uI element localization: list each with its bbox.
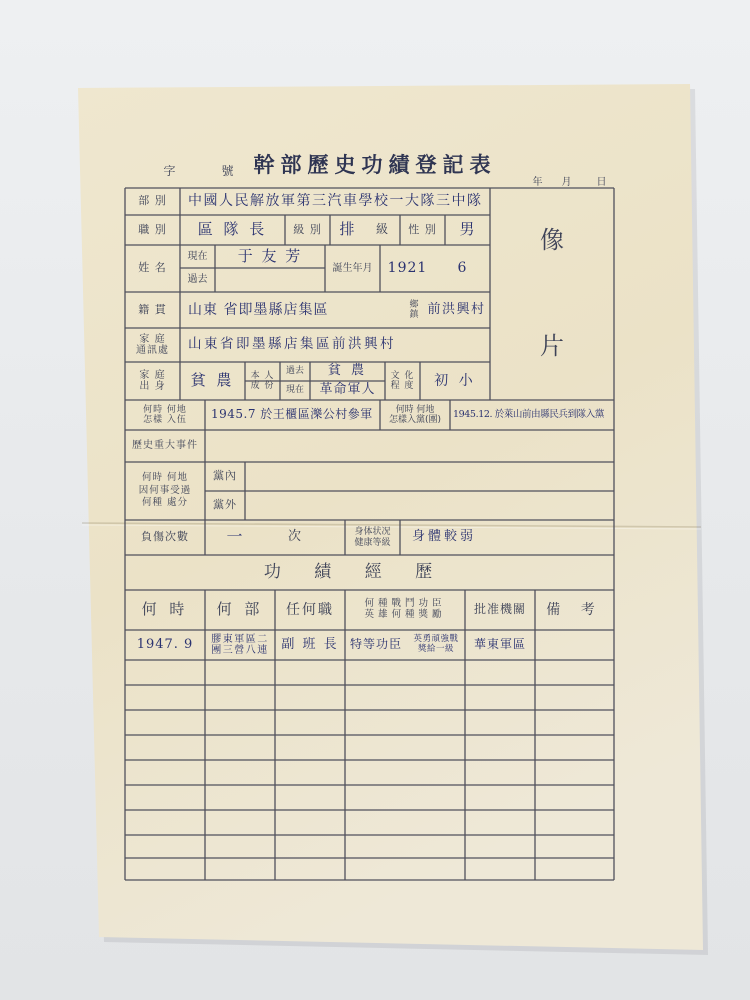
merit-row-merit: 特等功臣 — [349, 637, 402, 652]
health-value: 身體較弱 — [412, 529, 477, 545]
village-value: 前洪興村 — [427, 301, 486, 317]
status-current-value: 革命軍人 — [319, 382, 376, 398]
status-label — [245, 362, 280, 400]
origin-label — [125, 362, 180, 400]
merit-row-approver: 華東軍區 — [473, 637, 526, 652]
status-past-value: 貧 農 — [327, 363, 368, 379]
origin-label-line-2: 出 身 — [139, 381, 166, 392]
sex-label: 性 別 — [408, 222, 437, 236]
township-label-line-1: 鄉 — [409, 299, 419, 310]
name-current-value: 于 友 芳 — [237, 246, 303, 265]
health-label-line-1: 身体状况 — [354, 527, 391, 538]
birth-label: 誕生年月 — [332, 262, 373, 274]
education-value: 初 小 — [434, 372, 476, 389]
enlistment-label — [125, 400, 205, 430]
native-place-label: 籍 貫 — [138, 302, 167, 316]
birth-year-value: 1921 — [387, 260, 428, 277]
merits-header-approver: 批准機關 — [473, 602, 526, 617]
health-label — [345, 520, 400, 555]
merits-header-merit-line-2: 英雄何種獎勵 — [364, 609, 446, 620]
grade-suffix-label: 級 — [375, 222, 389, 237]
education-label-line-2: 程 度 — [390, 381, 415, 391]
post-label: 職 別 — [138, 222, 167, 236]
discipline-outside-label: 黨外 — [213, 498, 237, 512]
date-month-label: 月 — [561, 177, 573, 189]
merits-header-merit — [345, 590, 465, 630]
merit-row-unit — [205, 630, 275, 660]
name-label: 姓 名 — [138, 261, 167, 275]
status-label-line-1: 本 人 — [250, 370, 275, 381]
status-current-label: 現在 — [285, 385, 304, 396]
merit-row-unit-line-1: 膠東軍區二 — [211, 633, 269, 645]
events-label: 歷史重大事件 — [132, 440, 198, 452]
photo-box — [490, 188, 614, 400]
party-label — [380, 400, 450, 430]
discipline-label-line-3: 何種 處分 — [141, 497, 189, 509]
merit-row-unit-line-2: 團三營八連 — [211, 645, 269, 656]
name-current-label: 現在 — [187, 250, 208, 262]
discipline-label-line-1: 何時 何地 — [141, 471, 189, 483]
wounds-count-value: 一 — [226, 527, 244, 547]
grade-label: 級 別 — [293, 222, 322, 236]
party-label-line-1: 何時 何地 — [395, 404, 435, 415]
enlistment-label-line-2: 怎樣 入伍 — [143, 415, 187, 425]
date-day-label: 日 — [596, 177, 608, 189]
wounds-unit-label: 次 — [287, 529, 302, 545]
merit-row-time: 1947. 9 — [136, 636, 194, 652]
merits-header-time: 何 時 — [141, 600, 189, 619]
merits-header-merit-line-1: 何種戰鬥功臣 — [364, 598, 446, 610]
discipline-label-line-2: 因何事受過 — [138, 484, 192, 496]
merits-header-post: 任何職 — [286, 601, 334, 618]
address-value: 山東省即墨縣店集區前洪興村 — [188, 336, 396, 353]
date-year-label: 年 — [532, 177, 544, 189]
education-label-line-1: 文 化 — [390, 370, 415, 381]
merit-row-award-line-2: 獎給一級 — [417, 644, 454, 654]
status-label-line-2: 成 份 — [250, 381, 275, 391]
wounds-label: 負傷次數 — [141, 530, 189, 544]
party-value: 1945.12. 於萊山前由縣民兵到隊入黨 — [453, 408, 604, 420]
discipline-label — [125, 462, 205, 520]
merit-row-award-line-1: 英勇頑強戰 — [413, 634, 459, 645]
enlistment-value: 1945.7 於王櫃區濼公村參軍 — [211, 407, 373, 422]
merits-header-unit: 何 部 — [216, 600, 264, 619]
unit-value: 中國人民解放軍第三汽車學校一大隊三中隊 — [188, 193, 483, 210]
merits-header-remarks: 備 考 — [546, 601, 603, 618]
serial-prefix-label: 字 — [163, 164, 177, 179]
status-past-label: 過去 — [285, 366, 304, 377]
native-place-value: 山東 省即墨縣店集區 — [188, 301, 329, 318]
photo-label-top: 像 — [540, 226, 564, 255]
address-label-line-2: 通訊處 — [136, 345, 169, 356]
unit-label: 部 別 — [138, 194, 167, 208]
township-label-line-2: 鎮 — [409, 310, 419, 320]
enlistment-label-line-1: 何時 何地 — [143, 404, 187, 415]
merit-row-post: 副 班 長 — [281, 636, 339, 652]
party-label-line-2: 怎樣入黨(團) — [388, 415, 442, 425]
merits-title: 功 績 經 歷 — [263, 561, 447, 582]
discipline-inside-label: 黨內 — [213, 469, 237, 483]
sex-value: 男 — [459, 220, 476, 239]
education-label — [385, 362, 420, 400]
grade-value: 排 — [339, 220, 356, 239]
origin-label-line-1: 家 庭 — [139, 369, 166, 381]
name-former-label: 過去 — [187, 274, 208, 286]
address-label-line-1: 家 庭 — [139, 333, 166, 345]
post-value: 區 隊 長 — [197, 220, 268, 239]
merit-row-award — [407, 630, 465, 660]
birth-month-value: 6 — [457, 260, 468, 277]
township-label — [405, 292, 423, 328]
health-label-line-2: 健康等級 — [354, 537, 391, 548]
photo-label-bottom: 片 — [540, 332, 564, 361]
address-label — [125, 328, 180, 362]
origin-value: 貧 農 — [190, 371, 235, 390]
form-title: 幹部歷史功績登記表 — [253, 151, 497, 177]
serial-suffix-label: 號 — [221, 164, 235, 179]
